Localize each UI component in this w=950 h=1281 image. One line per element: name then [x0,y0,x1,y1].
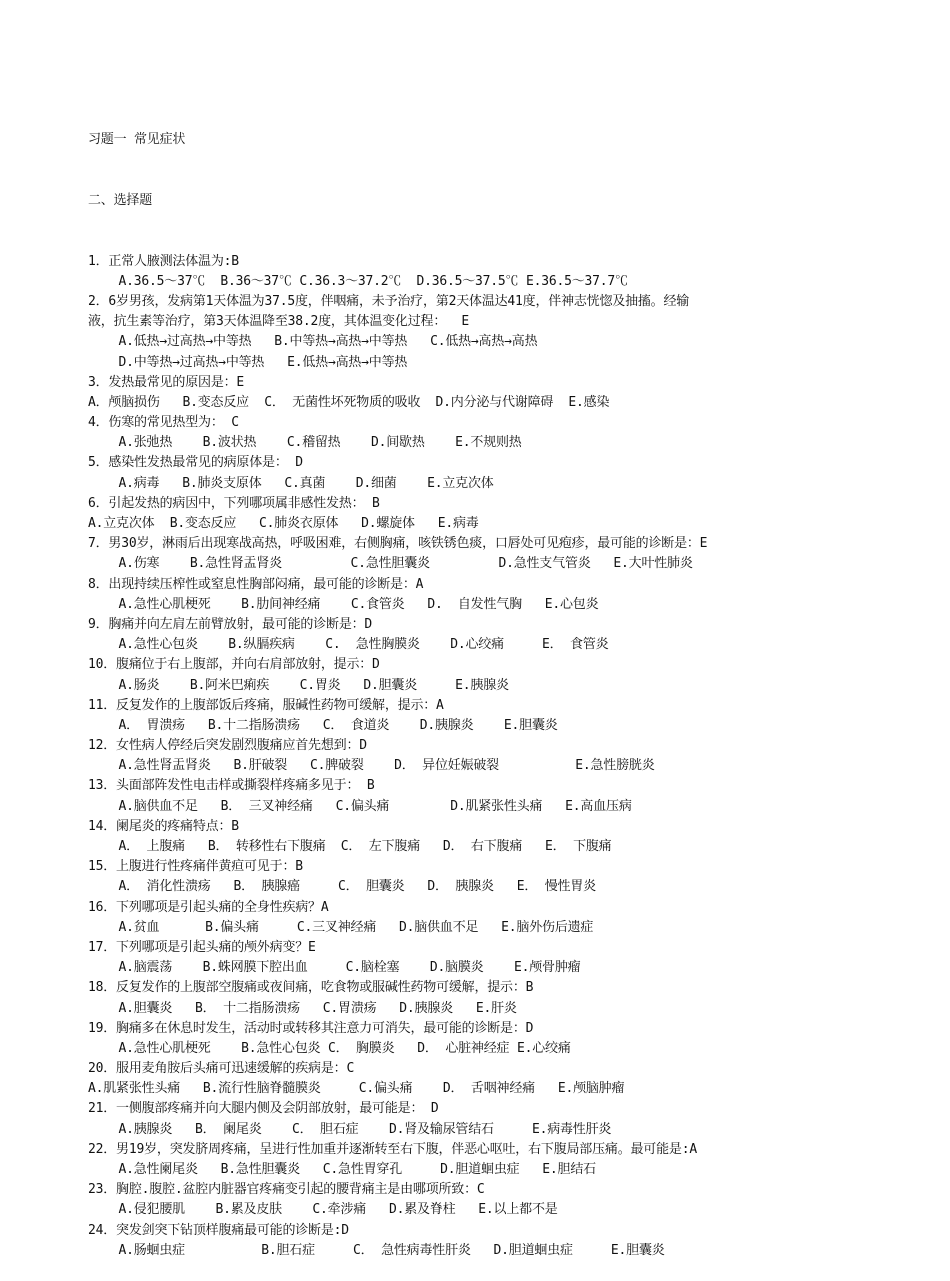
question-line: A.急性心包炎 B.纵膈疾病 C. 急性胸膜炎 D.心绞痛 E． 食管炎 [88,637,609,653]
question-line: A.急性肾盂肾炎 B.肝破裂 C.脾破裂 D． 异位妊娠破裂 E.急性膀胱炎 [88,758,655,774]
question-line: A．颅脑损伤 B.变态反应 C． 无菌性坏死物质的吸收 D.内分泌与代谢障碍 E.感染 [88,394,610,410]
question-line: A.脑震荡 B.蛛网膜下腔出血 C.脑栓塞 D.脑膜炎 E.颅骨肿瘤 [88,960,581,976]
question-line: A.急性心肌梗死 B.急性心包炎 C． 胸膜炎 D． 心脏神经症 E.心绞痛 [88,1040,571,1056]
question-line: 3．发热最常见的原因是：E [88,374,245,390]
question-line: A.张弛热 B.波状热 C.稽留热 D.间歇热 E.不规则热 [88,435,522,451]
question-line: 7．男30岁，淋雨后出现寒战高热，呼吸困难，右侧胸痛，咳铁锈色痰，口唇处可见疱疹，最可能的诊断是：E [88,536,708,552]
question-line: 13．头面部阵发性电击样或撕裂样疼痛多见于： B [88,778,375,794]
question-line: 18．反复发作的上腹部空腹痛或夜间痛，吃食物或服碱性药物可缓解，提示：B [88,980,534,996]
question-line: 液，抗生素等治疗，第3天体温降至38.2度，其体温变化过程： E [88,314,470,330]
question-line: 12．女性病人停经后突发剧烈腹痛应首先想到：D [88,738,367,754]
question-line: 9．胸痛并向左肩左前臂放射，最可能的诊断是：D [88,616,373,632]
question-line: 15．上腹进行性疼痛伴黄疸可见于：B [88,859,303,875]
question-line: A.肠炎 B.阿米巴痢疾 C.胃炎 D.胆囊炎 E.胰腺炎 [88,677,509,693]
question-line: 10．腹痛位于右上腹部，并向右肩部放射，提示：D [88,657,380,673]
question-list [88,252,858,1261]
question-line: 6．引起发热的病因中，下列哪项属非感性发热： B [88,495,380,511]
question-line: 14．阑尾炎的疼痛特点：B [88,818,239,834]
question-line: A.肌紧张性头痛 B.流行性脑脊髓膜炎 C.偏头痛 D． 舌咽神经痛 E.颅脑肿瘤 [88,1081,625,1097]
question-line: A.伤寒 B.急性肾盂肾炎 C.急性胆囊炎 D.急性支气管炎 E.大叶性肺炎 [88,556,693,572]
question-line: A． 胃溃疡 B.十二指肠溃疡 C． 食道炎 D.胰腺炎 E.胆囊炎 [88,717,558,733]
question-line: 11．反复发作的上腹部饭后疼痛，服碱性药物可缓解，提示：A [88,697,444,713]
question-line: 22．男19岁，突发脐周疼痛，呈进行性加重并逐渐转至右下腹，伴恶心呕吐，右下腹局部压痛。最可能是:A [88,1141,697,1157]
question-line: 5．感染性发热最常见的病原体是： D [88,455,303,471]
question-line: A． 消化性溃疡 B． 胰腺癌 C． 胆囊炎 D． 胰腺炎 E． 慢性胃炎 [88,879,596,895]
question-line: 2．6岁男孩，发病第1天体温为37.5度，伴咽痛，未予治疗，第2天体温达41度，伴神志恍惚及抽搐。经输 [88,293,690,309]
question-line: A.肠蛔虫症 B.胆石症 C． 急性病毒性肝炎 D.胆道蛔虫症 E.胆囊炎 [88,1242,665,1258]
question-line: A.低热→过高热→中等热 B.中等热→高热→中等热 C.低热→高热→高热 [88,334,538,350]
question-line: 23．胸腔.腹腔.盆腔内脏器官疼痛变引起的腰背痛主是由哪项所致：C [88,1182,485,1198]
question-line: 1．正常人腋测法体温为:B [88,253,239,269]
question-line: 17．下列哪项是引起头痛的颅外病变？E [88,939,316,955]
question-line: A.36.5～37℃ B.36～37℃ C.36.3～37.2℃ D.36.5～37.5℃ E.36.5～37.7℃ [88,273,628,289]
question-line: A.侵犯腰肌 B.累及皮肤 C.牵涉痛 D.累及脊柱 E.以上都不是 [88,1202,558,1218]
question-line: A.贫血 B.偏头痛 C.三叉神经痛 D.脑供血不足 E.脑外伤后遗症 [88,919,594,935]
question-line: A.病毒 B.肺炎支原体 C.真菌 D.细菌 E.立克次体 [88,475,494,491]
question-line: 21．一侧腹部疼痛并向大腿内侧及会阴部放射，最可能是： D [88,1101,439,1117]
question-line: A.急性心肌梗死 B.肋间神经痛 C.食管炎 D. 自发性气胸 E.心包炎 [88,596,599,612]
question-line: 16．下列哪项是引起头痛的全身性疾病？A [88,899,329,915]
question-line: 19．胸痛多在休息时发生，活动时或转移其注意力可消失，最可能的诊断是：D [88,1020,534,1036]
question-line: A.胰腺炎 B． 阑尾炎 C． 胆石症 D.肾及输尿管结石 E.病毒性肝炎 [88,1121,612,1137]
question-line: D.中等热→过高热→中等热 E.低热→高热→中等热 [88,354,408,370]
question-line: 4．伤寒的常见热型为： C [88,415,239,431]
question-line: 24．突发剑突下钻顶样腹痛最可能的诊断是:D [88,1222,349,1238]
document-body [88,90,858,1281]
question-line: A.急性阑尾炎 B.急性胆囊炎 C.急性胃穿孔 D.胆道蛔虫症 E.胆结石 [88,1162,596,1178]
question-line: A.脑供血不足 B． 三叉神经痛 C.偏头痛 D.肌紧张性头痛 E.高血压病 [88,798,632,814]
page-title: 习题一 常见症状 [88,132,186,148]
question-line: 20．服用麦角胺后头痛可迅速缓解的疾病是：C [88,1061,355,1077]
section-heading: 二、选择题 [88,193,153,208]
question-line: 8．出现持续压榨性或窒息性胸部闷痛，最可能的诊断是：A [88,576,424,592]
question-line: A.胆囊炎 B． 十二指肠溃疡 C.胃溃疡 D.胰腺炎 E.肝炎 [88,1000,517,1016]
question-line: A． 上腹痛 B． 转移性右下腹痛 C． 左下腹痛 D． 右下腹痛 E． 下腹痛 [88,839,612,855]
question-line: A.立克次体 B.变态反应 C.肺炎衣原体 D.螺旋体 E.病毒 [88,516,479,532]
